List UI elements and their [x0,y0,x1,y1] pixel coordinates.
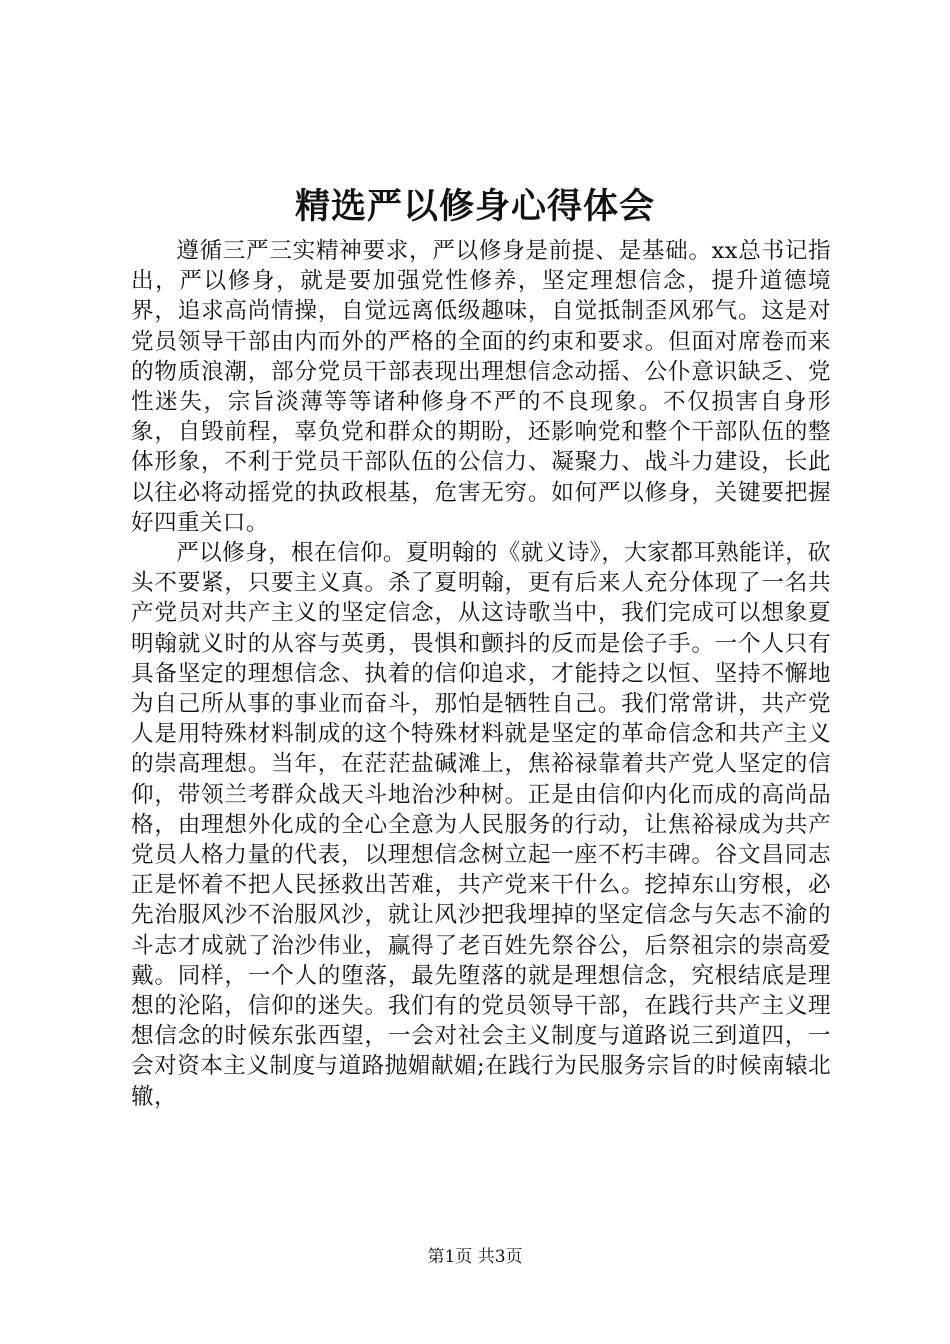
document-title: 精选严以修身心得体会 [294,186,655,227]
paragraph-1: 遵循三严三实精神要求，严以修身是前提、是基础。xx总书记指出，严以修身，就是要加强党性修养，坚定理想信念，提升道德境界，追求高尚情操，自觉远离低级趣味，自觉抵制歪风邪气。这是对党员领导干部由内而外的严格的全面的约束和要求。但面对席卷而来的物质浪潮，部分党员干部表现出理想信念动摇、公仆意识缺乏、党性迷失，宗旨淡薄等等诸种修身不严的不良现象。不仅损害自身形象，自毁前程，辜负党和群众的期盼，还影响党和整个干部队伍的整体形象，不利于党员干部队伍的公信力、凝聚力、战斗力建设，长此以往必将动摇党的执政根基，危害无穷。如何严以修身，关键要把握好四重关口。 [131,238,831,536]
document-body [131,236,831,1112]
paragraph-2: 严以修身，根在信仰。夏明翰的《就义诗》，大家都耳熟能详，砍头不要紧，只要主义真。杀了夏明翰，更有后来人充分体现了一名共产党员对共产主义的坚定信念，从这诗歌当中，我们完成可以想象夏明翰就义时的从容与英勇，畏惧和颤抖的反而是侩子手。一个人只有具备坚定的理想信念、执着的信仰追求，才能持之以恒、坚持不懈地为自己所从事的事业而奋斗，那怕是牺牲自己。我们常常讲，共产党人是用特殊材料制成的这个特殊材料就是坚定的革命信念和共产主义的崇高理想。当年，在茫茫盐碱滩上，焦裕禄靠着共产党人坚定的信仰，带领兰考群众战天斗地治沙种树。正是由信仰内化而成的高尚品格，由理想外化成的全心全意为人民服务的行动，让焦裕禄成为共产党员人格力量的代表，以理想信念树立起一座不朽丰碑。谷文昌同志正是怀着不把人民拯救出苦难，共产党来干什么。挖掉东山穷根，必先治服风沙不治服风沙，就让风沙把我埋掉的坚定信念与矢志不渝的斗志才成就了治沙伟业，赢得了老百姓先祭谷公，后祭祖宗的崇高爱戴。同样，一个人的堕落，最先堕落的就是理想信念，究根结底是理想的沦陷，信仰的迷失。我们有的党员领导干部，在践行共产主义理想信念的时候东张西望，一会对社会主义制度与道路说三到道四，一会对资本主义制度与道路抛媚献媚;在践行为民服务宗旨的时候南辕北辙， [131,540,831,1110]
page-number-footer: 第1页 共3页 [427,1247,523,1267]
